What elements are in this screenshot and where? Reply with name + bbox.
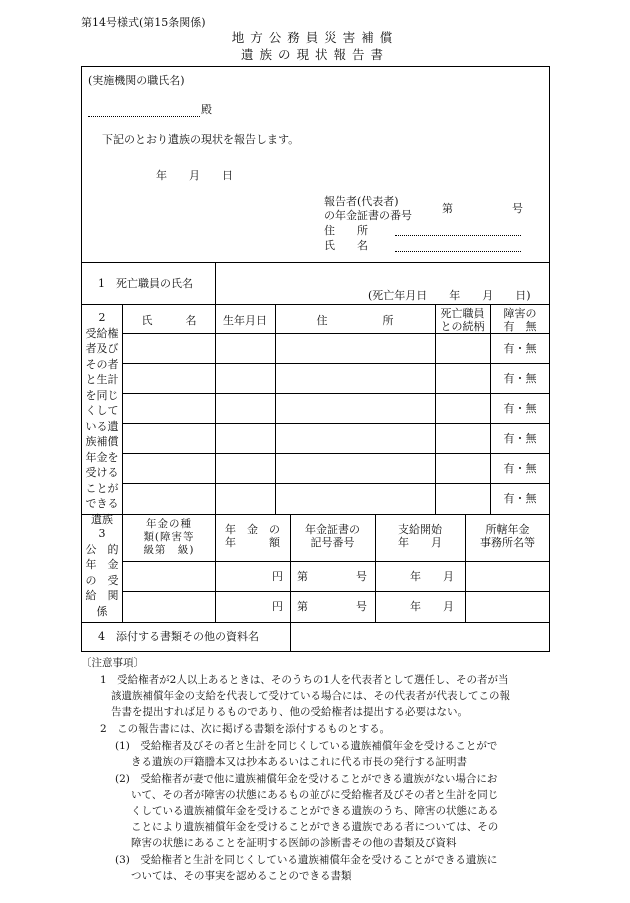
- section4-label: 4 添付する書類その他の資料名: [98, 630, 259, 643]
- disability-choice[interactable]: 有・無: [503, 432, 537, 445]
- cert-dai: 第: [442, 202, 453, 215]
- section3-label: 3 公 的 年 金 の 受 給 関 係: [85, 527, 119, 618]
- disability-choice[interactable]: 有・無: [503, 402, 537, 415]
- recipient-label: (実施機関の職氏名): [88, 74, 185, 87]
- note-1-line1: 1 受給権者が2人以上あるときは、そのうちの1人を代表者として選任し、その者が当: [100, 674, 509, 686]
- col-cert-number: 年金証書の 記号番号: [305, 523, 360, 549]
- note-1-line2: 該遺族補償年金の支給を代表して受けている場合には、その代表者が代表してこの報: [111, 690, 510, 702]
- name-line[interactable]: [395, 251, 521, 252]
- divider: [122, 591, 550, 592]
- cert-gou: 号: [356, 600, 367, 613]
- cert-dai: 第: [297, 570, 308, 583]
- note-2-2-line2: いて、その者が障害の状態にあるもの並びに受給権者及びその者と生計を同じ: [131, 789, 499, 801]
- yen-unit: 円: [272, 570, 283, 583]
- divider: [122, 333, 550, 334]
- divider: [290, 622, 291, 652]
- col-relation: 死亡職員 との続柄: [440, 307, 485, 333]
- form-number: 第14号様式(第15条関係): [81, 16, 206, 29]
- note-2-1-line2: きる遺族の戸籍謄本又は抄本あるいはこれに代る市長の発行する証明書: [131, 756, 467, 768]
- col-address: 住 所: [316, 314, 394, 327]
- section1-label: 1 死亡職員の氏名: [98, 277, 193, 290]
- note-2-2-line3: くしている遺族補償年金を受けることができる遺族のうち、障害の状態にある: [131, 805, 499, 817]
- col-disability: 障害の 有 無: [503, 307, 537, 333]
- notes-heading: 〔注意事項〕: [81, 657, 144, 669]
- note-2-2-line5: 障害の状態にあることを証明する医師の診断書その他の書類及び資料: [131, 837, 457, 849]
- note-2-3-line1: (3) 受給権者と生計を同じくしている遺族補償年金を受けることができる遺族に: [115, 854, 498, 866]
- form-title-line2: 遺族の現状報告書: [240, 47, 389, 62]
- note-2-1-line1: (1) 受給権者及びその者と生計を同じくしている遺族補償年金を受けることがで: [115, 740, 498, 752]
- divider: [81, 622, 550, 623]
- address-label: 住 所: [324, 224, 368, 237]
- cert-gou: 号: [356, 570, 367, 583]
- col-pension-type: 年金の種 類(障害等 級第 級): [143, 518, 195, 556]
- address-line[interactable]: [395, 235, 521, 236]
- divider: [122, 423, 550, 424]
- dono-label: 殿: [201, 103, 212, 116]
- reporter-label-1: 報告者(代表者): [324, 195, 399, 208]
- col-start-date: 支給開始 年 月: [398, 523, 442, 549]
- divider: [215, 262, 216, 304]
- col-name: 氏 名: [141, 314, 197, 327]
- report-form-frame: [81, 66, 550, 652]
- divider: [122, 453, 550, 454]
- death-date[interactable]: (死亡年月日 年 月 日): [368, 289, 531, 302]
- disability-choice[interactable]: 有・無: [503, 492, 537, 505]
- intro-text: 下記のとおり遺族の現状を報告します。: [102, 133, 300, 146]
- note-2-3-line2: ついては、その事実を認めることのできる書類: [131, 870, 352, 882]
- col-pension-amount: 年 金 の 年 額: [225, 523, 280, 549]
- cert-dai: 第: [297, 600, 308, 613]
- disability-choice[interactable]: 有・無: [503, 462, 537, 475]
- note-2: 2 この報告書には、次に掲げる書類を添付するものとする。: [100, 723, 391, 735]
- disability-choice[interactable]: 有・無: [503, 372, 537, 385]
- divider: [81, 304, 550, 305]
- form-title-line1: 地方公務員災害補償: [231, 30, 399, 45]
- col-pension-office: 所轄年金 事務所名等: [480, 523, 535, 549]
- yen-unit: 円: [272, 600, 283, 613]
- divider: [122, 363, 550, 364]
- start-yearmonth: 年 月: [410, 600, 454, 613]
- divider: [81, 262, 550, 263]
- divider: [81, 514, 550, 515]
- disability-choice[interactable]: 有・無: [503, 342, 537, 355]
- recipient-name-line[interactable]: [88, 116, 200, 117]
- divider: [122, 483, 550, 484]
- note-2-2-line1: (2) 受給権者が妻で他に遺族補償年金を受けることができる遺族がない場合にお: [115, 773, 498, 785]
- section2-label: 2 受給権 者及び その者 と生計 を同じ くして いる遺 族補償 年金を 受ける ことが できる 遺族: [85, 311, 119, 526]
- note-1-line3: 告書を提出すれば足りるものであり、他の受給権者は提出する必要はない。: [111, 706, 468, 718]
- cert-gou: 号: [512, 202, 523, 215]
- divider: [122, 561, 550, 562]
- reporter-label-2: の年金証書の番号: [324, 209, 412, 222]
- divider: [122, 393, 550, 394]
- note-2-2-line4: ことにより遺族補償年金を受けることができる遺族である者については、その: [131, 821, 499, 833]
- start-yearmonth: 年 月: [410, 570, 454, 583]
- report-date[interactable]: 年 月 日: [156, 169, 233, 182]
- name-label: 氏 名: [324, 239, 368, 252]
- col-birthdate: 生年月日: [223, 314, 267, 327]
